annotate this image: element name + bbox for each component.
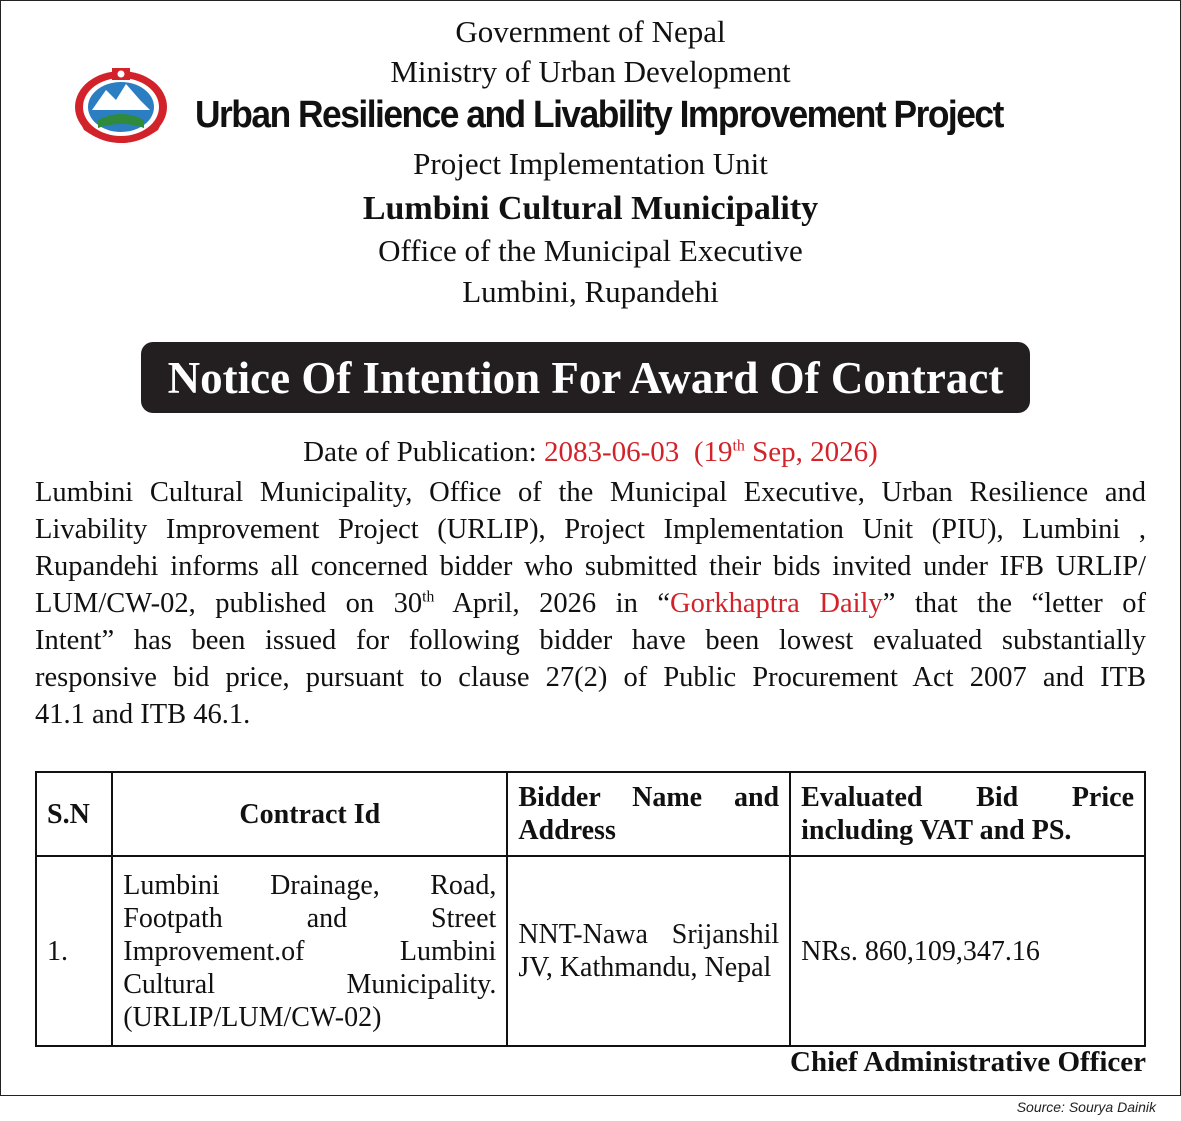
ministry-heading: Ministry of Urban Development: [390, 54, 791, 89]
table-row: [36, 856, 1145, 1046]
publication-date-label: Date of Publication:: [303, 436, 537, 468]
header-bidder: Bidder Name and Address: [507, 772, 790, 856]
header-price: Evaluated Bid Price including VAT and PS.: [790, 772, 1145, 856]
body-line: Rupandehi informs all concerned bidder who submitted their bids invited under IFB URLIP/: [35, 551, 1146, 582]
notice-body: [35, 474, 1146, 733]
unit-heading: Project Implementation Unit: [413, 146, 768, 181]
source-credit: Source: Sourya Dainik: [1016, 1099, 1156, 1115]
government-heading: Government of Nepal: [455, 14, 726, 49]
cell-price: NRs. 860,109,347.16: [790, 856, 1145, 1046]
body-line: LUM/CW-02, published on 30th April, 2026 in “Gorkhaptra Daily” that the “letter of: [35, 588, 1146, 619]
location-heading: Lumbini, Rupandehi: [462, 274, 719, 309]
cell-bidder: NNT-Nawa Srijanshil JV, Kathmandu, Nepal: [507, 856, 790, 1046]
body-line: 41.1 and ITB 46.1.: [35, 699, 251, 730]
cell-sn: 1.: [36, 856, 112, 1046]
award-table: [35, 771, 1146, 1047]
header-sn: S.N: [36, 772, 112, 856]
office-heading: Office of the Municipal Executive: [378, 233, 803, 268]
municipality-heading: Lumbini Cultural Municipality: [362, 190, 819, 227]
signature-title: Chief Administrative Officer: [790, 1046, 1146, 1078]
body-line: Intent” has been issued for following bidder have been lowest evaluated substantially: [35, 625, 1146, 656]
project-title: Urban Resilience and Livability Improvement Project: [195, 94, 1003, 136]
header-contract-id: Contract Id: [112, 772, 507, 856]
notice-title: Notice Of Intention For Award Of Contract: [167, 352, 1004, 403]
publication-date-value: 2083-06-03 (19th Sep, 2026): [543, 436, 878, 468]
publication-date: [0, 436, 1181, 469]
body-line: Lumbini Cultural Municipality, Office of the Municipal Executive, Urban Resilience and: [35, 477, 1146, 508]
cell-contract-id: Lumbini Drainage, Road, Footpath and Street Improvement.of Lumbini Cultural Municipality. (URLIP/LUM/CW-02): [112, 856, 507, 1046]
notice-title-banner: [141, 342, 1030, 413]
newspaper-name: Gorkhaptra Daily: [670, 588, 883, 619]
table-header-row: [36, 772, 1145, 856]
body-line: Livability Improvement Project (URLIP), Project Implementation Unit (PIU), Lumbini ,: [35, 514, 1146, 545]
body-line: responsive bid price, pursuant to clause 27(2) of Public Procurement Act 2007 and ITB: [35, 662, 1146, 693]
